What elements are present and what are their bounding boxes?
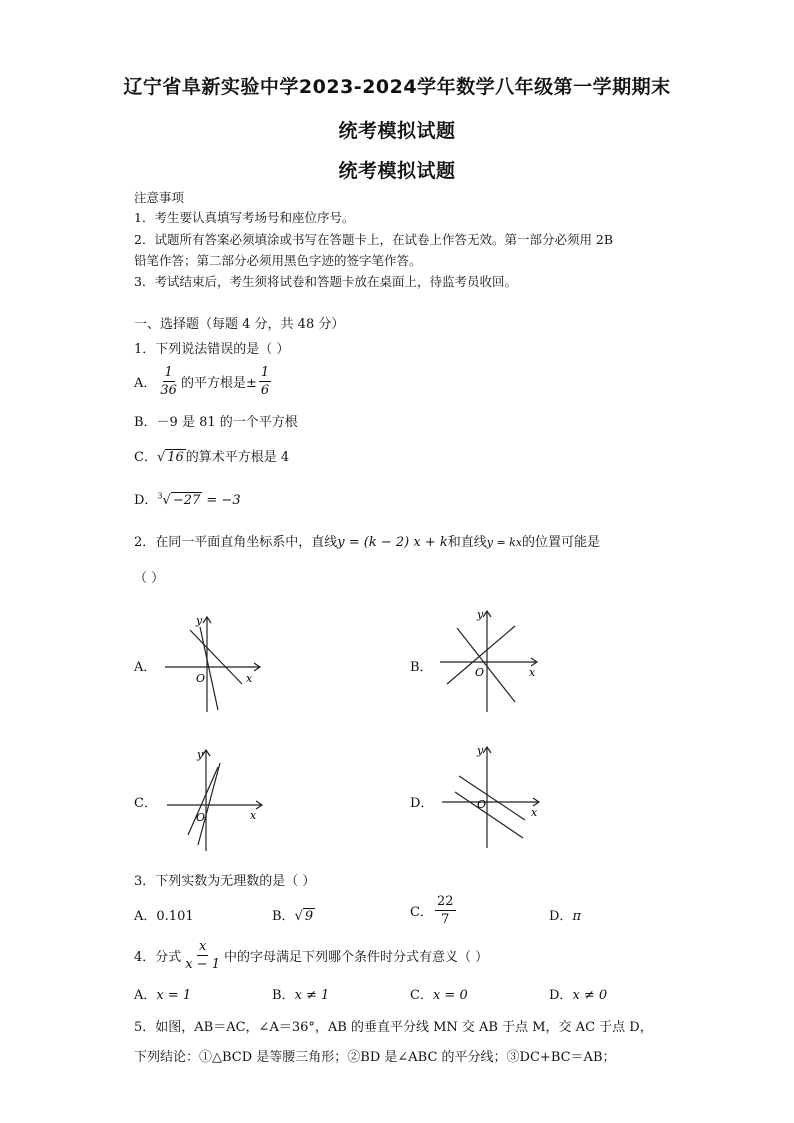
question-1-stem: 1．下列说法错误的是（ ） xyxy=(134,342,290,357)
question-4-stem xyxy=(134,938,488,973)
x-label: x xyxy=(531,806,538,819)
radicand: 16 xyxy=(167,450,184,465)
equation: y = kx xyxy=(486,536,523,549)
x-label: x xyxy=(246,672,253,685)
question-3-option-a: A．0.101 xyxy=(134,909,194,924)
option-value: x = 0 xyxy=(432,988,468,1003)
fraction-numerator: 1 xyxy=(164,365,173,380)
fraction-numerator: x xyxy=(198,939,207,954)
option-label: B． xyxy=(272,909,295,924)
notice-heading: 注意事项 xyxy=(134,190,185,205)
question-3-option-b xyxy=(272,905,315,924)
question-3-option-c xyxy=(410,893,458,928)
radical-sign: √ xyxy=(294,909,303,924)
option-label: D． xyxy=(549,988,573,1003)
y-label: y xyxy=(477,744,484,757)
radical-sign: √ xyxy=(156,450,166,465)
option-label: C． xyxy=(410,988,433,1003)
origin-label: O xyxy=(196,811,206,824)
y-label: y xyxy=(477,608,484,621)
origin-label: O xyxy=(475,666,485,679)
line-1 xyxy=(457,628,515,702)
option-label: C． xyxy=(410,905,433,920)
stem-text: 的位置可能是 xyxy=(522,535,601,550)
question-5-line-1: 5．如图，AB＝AC，∠A＝36°，AB 的垂直平分线 MN 交 AB 于点 M，交 AC 于点 D， xyxy=(134,1020,653,1035)
fraction-denominator: 36 xyxy=(160,383,177,398)
stem-text: 中的字母满足下列哪个条件时分式有意义（ ） xyxy=(224,950,489,965)
x-label: x xyxy=(529,666,536,679)
line-1 xyxy=(459,776,525,820)
x-label: x xyxy=(250,809,257,822)
notice-item: 2．试题所有答案必须填涂或书写在答题卡上，在试卷上作答无效。第一部分必须用 2B xyxy=(134,232,614,247)
option-label: D． xyxy=(549,909,573,924)
fraction-denominator: 7 xyxy=(441,912,450,927)
pi-symbol: π xyxy=(572,909,581,924)
question-2-paren: （ ） xyxy=(134,571,165,586)
question-2-option-a: A． xyxy=(134,660,157,675)
question-2-option-d: D． xyxy=(410,796,434,811)
notice-item: 铅笔作答；第二部分必须用黑色字迹的签字笔作答。 xyxy=(134,253,422,268)
option-value: x = 1 xyxy=(156,988,192,1003)
question-4-option-a xyxy=(134,984,191,1003)
graph-c xyxy=(162,745,272,855)
notice-item: 3．考试结束后，考生须将试卷和答题卡放在桌面上，待监考员收回。 xyxy=(134,274,517,289)
question-1-option-d xyxy=(134,489,241,508)
option-label: D． xyxy=(134,493,158,508)
radical-sign: √ xyxy=(162,493,171,508)
question-3-stem: 3．下列实数为无理数的是（ ） xyxy=(134,874,316,889)
notice-item: 1．考生要认真填写考场号和座位序号。 xyxy=(134,210,355,225)
fraction xyxy=(158,364,179,399)
question-4-option-d xyxy=(549,984,607,1003)
question-1-option-a xyxy=(134,364,273,399)
question-4-option-b xyxy=(272,984,329,1003)
radicand: −27 xyxy=(172,493,201,508)
option-label: A． xyxy=(134,376,157,391)
fraction xyxy=(435,893,456,928)
radicand: 9 xyxy=(304,909,314,924)
question-2-stem xyxy=(134,531,600,550)
section-heading: 一、选择题（每题 4 分，共 48 分） xyxy=(134,317,345,332)
fraction xyxy=(183,938,222,973)
graph-b xyxy=(435,606,545,716)
option-label: B． xyxy=(272,988,295,1003)
option-label: C． xyxy=(134,450,157,465)
fraction xyxy=(259,364,271,399)
line-2 xyxy=(455,792,523,838)
option-text: = −3 xyxy=(202,493,241,508)
question-3-option-d xyxy=(549,905,581,924)
graph-a xyxy=(160,612,270,717)
stem-text: 2．在同一平面直角坐标系中，直线 xyxy=(134,535,338,550)
exam-title: 辽宁省阜新实验中学2023-2024学年数学八年级第一学期期末 xyxy=(123,76,671,98)
origin-label: O xyxy=(196,672,206,685)
y-label: y xyxy=(197,748,204,761)
option-value: x ≠ 0 xyxy=(572,988,608,1003)
equation: y = (k − 2) x + k xyxy=(337,535,448,550)
option-label: A． xyxy=(134,988,157,1003)
stem-text: 4．分式 xyxy=(134,950,182,965)
graph-d xyxy=(437,742,547,852)
question-2-option-b: B． xyxy=(410,660,433,675)
exam-subtitle-repeat: 统考模拟试题 xyxy=(338,160,456,182)
question-1-option-b: B．－9 是 81 的一个平方根 xyxy=(134,415,298,430)
fraction-denominator: x − 1 xyxy=(185,957,221,972)
origin-label: O xyxy=(477,798,487,811)
question-4-option-c xyxy=(410,984,468,1003)
option-text: 的算术平方根是 4 xyxy=(185,450,290,465)
y-label: y xyxy=(196,614,203,627)
question-1-option-c xyxy=(134,446,289,465)
stem-text: 和直线 xyxy=(447,535,487,550)
exam-subtitle: 统考模拟试题 xyxy=(338,120,456,142)
option-value: x ≠ 1 xyxy=(294,988,330,1003)
question-5-line-2: 下列结论：①△BCD 是等腰三角形；②BD 是∠ABC 的平分线；③DC+BC＝AB； xyxy=(134,1050,616,1065)
fraction-numerator: 1 xyxy=(260,365,270,380)
question-2-option-c: C． xyxy=(134,796,157,811)
option-text: 的平方根是± xyxy=(180,376,257,391)
radical-index: 3 xyxy=(157,491,163,501)
fraction-denominator: 6 xyxy=(260,383,270,398)
fraction-numerator: 22 xyxy=(436,894,454,909)
line-2 xyxy=(200,627,218,710)
